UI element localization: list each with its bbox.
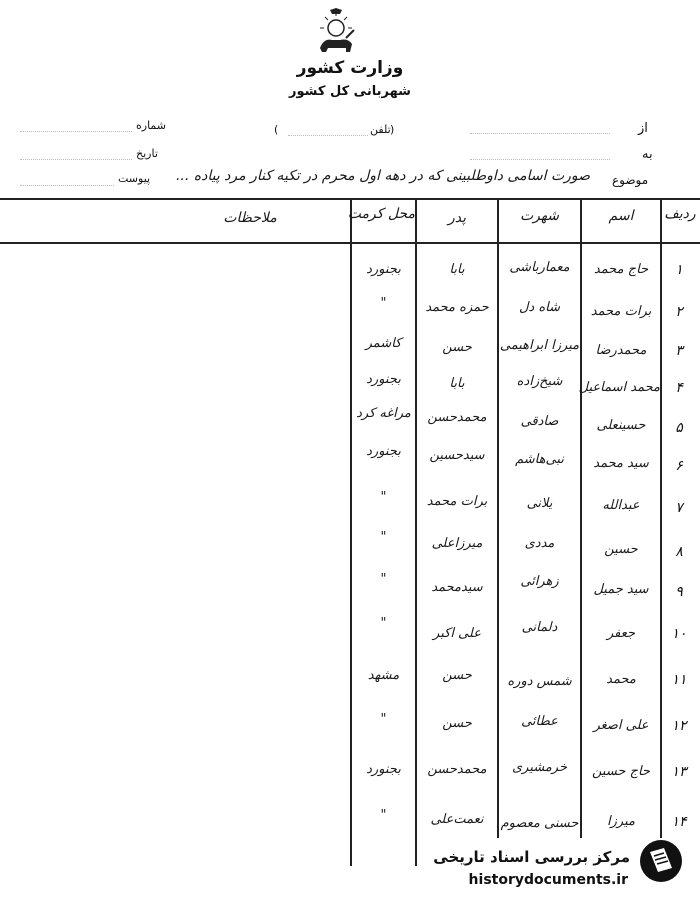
cell-name: حاج حسین xyxy=(592,764,650,779)
cell-name: حسینعلی xyxy=(596,418,646,433)
header-birthplace: محل کرمت xyxy=(347,206,415,222)
cell-surname: دلمانی xyxy=(521,620,558,635)
cell-birthplace: بجنورد xyxy=(366,372,401,387)
cell-name: برات محمد xyxy=(590,304,652,319)
ministry-title: وزارت کشور xyxy=(296,58,404,78)
row-number: ۱۲ xyxy=(671,718,687,734)
row-number: ۷ xyxy=(675,500,683,516)
cell-birthplace: " xyxy=(380,490,387,505)
to-field[interactable] xyxy=(470,158,610,160)
row-number: ۹ xyxy=(675,584,683,600)
cell-birthplace: کاشمر xyxy=(365,336,402,351)
watermark xyxy=(420,836,690,896)
lion-and-sun-emblem-icon xyxy=(316,8,356,56)
to-label: به xyxy=(642,147,653,162)
row-number: ۴ xyxy=(675,380,683,396)
cell-father: بابا xyxy=(449,376,465,391)
cell-father: حسن xyxy=(442,668,472,683)
from-label: از xyxy=(638,121,648,136)
cell-father: سیدمحمد xyxy=(431,580,483,595)
date-label: تاریخ xyxy=(136,147,158,160)
cell-surname: شمس دوره xyxy=(507,674,572,689)
attachment-label: پیوست xyxy=(118,172,151,185)
watermark-url: historydocuments.ir xyxy=(468,872,628,888)
cell-father: برات محمد xyxy=(426,494,488,509)
cell-birthplace: بجنورد xyxy=(366,444,401,459)
header-name: اسم xyxy=(608,208,634,224)
cell-birthplace: " xyxy=(380,712,387,727)
cell-surname: حسنی معصوم xyxy=(500,816,579,831)
cell-name: میرزا xyxy=(607,814,635,829)
cell-name: محمد xyxy=(606,672,636,687)
phone-open-paren: ( xyxy=(390,123,395,136)
column-divider xyxy=(497,198,499,838)
cell-birthplace: " xyxy=(380,572,387,587)
cell-name: علی اصغر xyxy=(593,718,649,733)
row-number: ۱۳ xyxy=(671,764,687,780)
phone-close-paren: ) xyxy=(274,123,279,136)
cell-father: حمزه محمد xyxy=(425,300,489,315)
cell-birthplace: مشهد xyxy=(367,668,400,683)
cell-name: حسین xyxy=(604,542,638,557)
cell-birthplace: " xyxy=(380,530,387,545)
date-field[interactable] xyxy=(20,158,132,160)
cell-birthplace: " xyxy=(380,296,387,311)
subject-value: صورت اسامی داوطلبینی که در دهه اول محرم در تکیه کنار مرد پیاده ... xyxy=(175,168,590,184)
row-number: ۱۴ xyxy=(671,814,687,830)
row-number: ۵ xyxy=(675,420,683,436)
row-number: ۲ xyxy=(675,304,683,320)
cell-surname: شیخ‌زاده xyxy=(516,374,563,389)
number-label: شماره xyxy=(136,119,167,132)
cell-father: میرزاعلی xyxy=(431,536,483,551)
cell-name: سید محمد xyxy=(593,456,649,471)
row-number: ۱ xyxy=(675,262,683,278)
cell-name: محمد اسماعیل xyxy=(578,380,660,395)
row-number: ۸ xyxy=(675,544,683,560)
header-surname: شهرت xyxy=(519,208,560,224)
cell-surname: میرزا ابراهیمی xyxy=(499,338,580,353)
phone-label: تلفن xyxy=(370,123,391,136)
column-divider xyxy=(660,198,662,838)
row-number: ۶ xyxy=(675,458,683,474)
cell-birthplace: مراغه کرد xyxy=(356,406,411,421)
cell-father: سیدحسین xyxy=(429,448,485,463)
cell-name: عبدالله xyxy=(602,498,640,513)
number-field[interactable] xyxy=(20,130,132,132)
cell-surname: عطائی xyxy=(521,714,558,729)
phone-field[interactable] xyxy=(288,134,368,136)
row-number: ۳ xyxy=(675,343,683,359)
cell-birthplace: " xyxy=(380,808,387,823)
department-title: شهربانی کل کشور xyxy=(289,84,411,99)
cell-surname: صادقی xyxy=(520,414,559,429)
header-father: پدر xyxy=(447,210,466,226)
cell-surname: یلانی xyxy=(526,496,553,511)
cell-name: سید جمیل xyxy=(593,582,649,597)
cell-surname: معمارباشی xyxy=(509,260,570,275)
watermark-title: مرکز بررسی اسناد تاریخی xyxy=(433,848,630,866)
header-row-no: ردیف xyxy=(664,206,696,222)
cell-birthplace: " xyxy=(380,616,387,631)
from-field[interactable] xyxy=(470,132,610,134)
cell-name: جعفر xyxy=(606,626,636,641)
cell-father: علی اکبر xyxy=(433,626,481,641)
cell-father: حسن xyxy=(442,716,472,731)
cell-birthplace: بجنورد xyxy=(366,762,401,777)
cell-name: محمدرضا xyxy=(595,343,647,358)
subject-label: موضوع xyxy=(612,173,649,187)
cell-father: حسن xyxy=(442,340,472,355)
cell-surname: مددی xyxy=(524,536,555,551)
cell-father: بابا xyxy=(449,262,465,277)
cell-father: محمدحسن xyxy=(427,410,487,425)
cell-surname: زهرائی xyxy=(520,574,559,589)
column-divider xyxy=(580,198,582,838)
cell-surname: شاه دل xyxy=(518,300,561,315)
cell-father: محمدحسن xyxy=(427,762,487,777)
cell-surname: نبی‌هاشم xyxy=(515,452,564,467)
attachment-field[interactable] xyxy=(20,184,114,186)
cell-surname: خرمشیری xyxy=(511,760,568,775)
cell-father: نعمت‌علی xyxy=(430,812,484,827)
header-notes: ملاحظات xyxy=(223,210,277,226)
cell-name: حاج محمد xyxy=(593,262,649,277)
row-number: ۱۱ xyxy=(671,672,687,688)
cell-birthplace: بجنورد xyxy=(366,262,401,277)
document-archive-logo-icon xyxy=(638,838,684,884)
row-number: ۱۰ xyxy=(671,626,687,642)
